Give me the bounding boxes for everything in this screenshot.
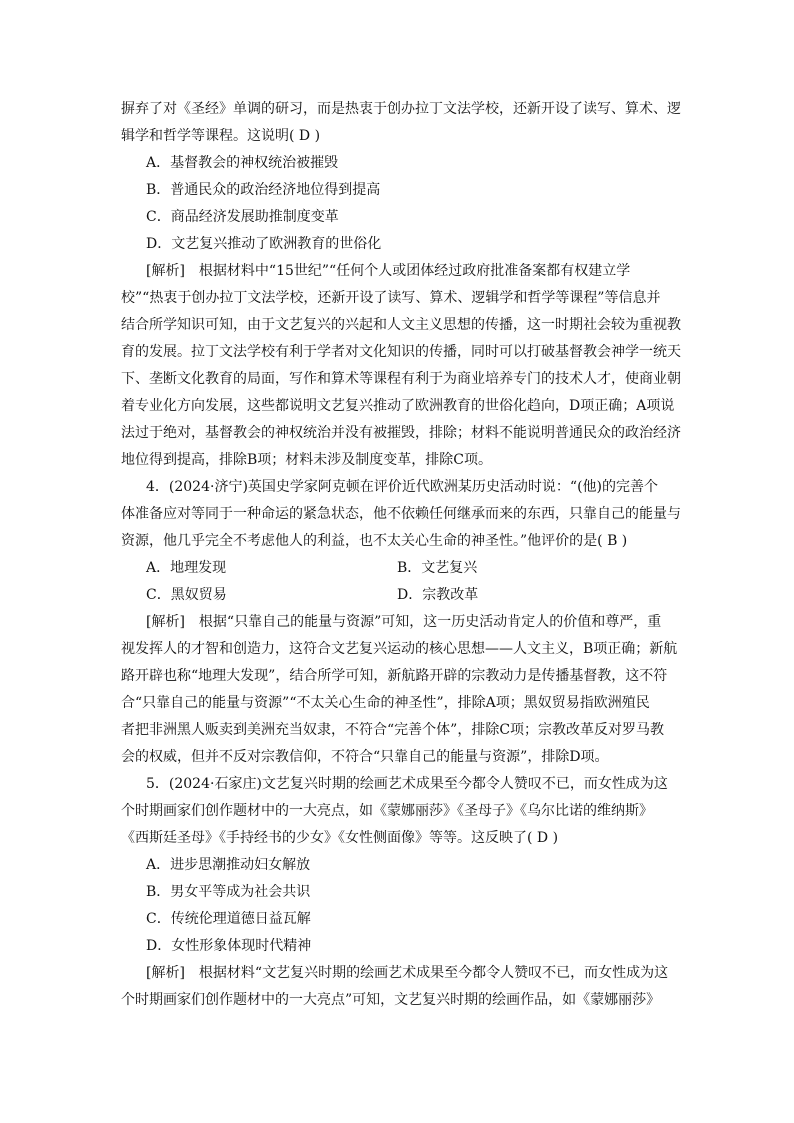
analysis-line: 着专业化方向发展，这些都说明文艺复兴推动了欧洲教育的世俗化趋向，D项正确；A项说	[121, 398, 675, 414]
analysis-line: 个时期画家们创作题材中的一大亮点”可知，文艺复兴时期的绘画作品，如《蒙娜丽莎》	[121, 992, 661, 1008]
text-line: 《西斯廷圣母》《手持经书的少女》《女性侧面像》等等。这反映了( D )	[121, 830, 559, 846]
option-a: A．进步思潮推动妇女解放	[146, 857, 311, 873]
option-c: C．黑奴贸易	[146, 587, 227, 603]
analysis-line: [解析] 根据“只靠自己的能量与资源”可知，这一历史活动肯定人的价值和尊严，重	[146, 614, 662, 630]
option-b: B．文艺复兴	[397, 560, 478, 576]
analysis-line: [解析] 根据材料中“15世纪”“任何个人或团体经过政府批准备案都有权建立学	[146, 263, 631, 279]
analysis-line: 会的权威，但并不反对宗教信仰，不符合“只靠自己的能量与资源”，排除D项。	[121, 749, 609, 765]
analysis-line: 路开辟也称“地理大发现”，结合所学可知，新航路开辟的宗教动力是传播基督教，这不符	[121, 668, 668, 684]
text-line: 体准备应对等同于一种命运的紧急状态，他不依赖任何继承而来的东西，只靠自己的能量与	[121, 506, 681, 522]
analysis-line: 合“只靠自己的能量与资源”“不太关心生命的神圣性”，排除A项；黑奴贸易指欧洲殖民	[121, 695, 650, 711]
analysis-line: 校”“热衷于创办拉丁文法学校，还新开设了读写、算术、逻辑学和哲学等课程”等信息并	[121, 290, 661, 306]
analysis-line: 结合所学知识可知，由于文艺复兴的兴起和人文主义思想的传播，这一时期社会较为重视教	[121, 317, 681, 333]
analysis-line: 视发挥人的才智和创造力，这符合文艺复兴运动的核心思想——人文主义，B项正确；新航	[121, 641, 678, 657]
text-line: 摒弃了对《圣经》单调的研习，而是热衷于创办拉丁文法学校，还新开设了读写、算术、逻	[121, 101, 681, 117]
option-d: D．女性形象体现时代精神	[146, 938, 312, 954]
option-d: D．宗教改革	[397, 587, 479, 603]
analysis-line: 地位得到提高，排除B项；材料未涉及制度变革，排除C项。	[121, 452, 492, 468]
option-a: A．基督教会的神权统治被摧毁	[146, 155, 339, 171]
analysis-line: 者把非洲黑人贩卖到美洲充当奴隶，不符合“完善个体”，排除C项；宗教改革反对罗马教	[121, 722, 665, 738]
analysis-line: 育的发展。拉丁文法学校有利于学者对文化知识的传播，同时可以打破基督教会神学一统天	[121, 344, 681, 360]
option-b: B．男女平等成为社会共识	[146, 884, 311, 900]
text-line: 资源，他几乎完全不考虑他人的利益，也不太关心生命的神圣性。”他评价的是( B )	[121, 533, 628, 549]
option-c: C．传统伦理道德日益瓦解	[146, 911, 311, 927]
option-c: C．商品经济发展助推制度变革	[146, 209, 339, 225]
question-5: 5．(2024·石家庄)文艺复兴时期的绘画艺术成果至今都令人赞叹不已，而女性成为这	[146, 776, 668, 792]
analysis-line: [解析] 根据材料“文艺复兴时期的绘画艺术成果至今都令人赞叹不已，而女性成为这	[146, 965, 669, 981]
question-4: 4．(2024·济宁)英国史学家阿克顿在评价近代欧洲某历史活动时说：“(他)的完善个	[146, 479, 658, 495]
option-d: D．文艺复兴推动了欧洲教育的世俗化	[146, 236, 382, 252]
analysis-line: 法过于绝对，基督教会的神权统治并没有被摧毁，排除；材料不能说明普通民众的政治经济	[121, 425, 681, 441]
text-line: 辑学和哲学等课程。这说明( D )	[121, 128, 321, 144]
option-b: B．普通民众的政治经济地位得到提高	[146, 182, 381, 198]
analysis-line: 下、垄断文化教育的局面，写作和算术等课程有利于为商业培养专门的技术人才，使商业朝	[121, 371, 681, 387]
text-line: 个时期画家们创作题材中的一大亮点，如《蒙娜丽莎》《圣母子》《乌尔比诺的维纳斯》	[121, 803, 653, 819]
option-a: A．地理发现	[146, 560, 227, 576]
